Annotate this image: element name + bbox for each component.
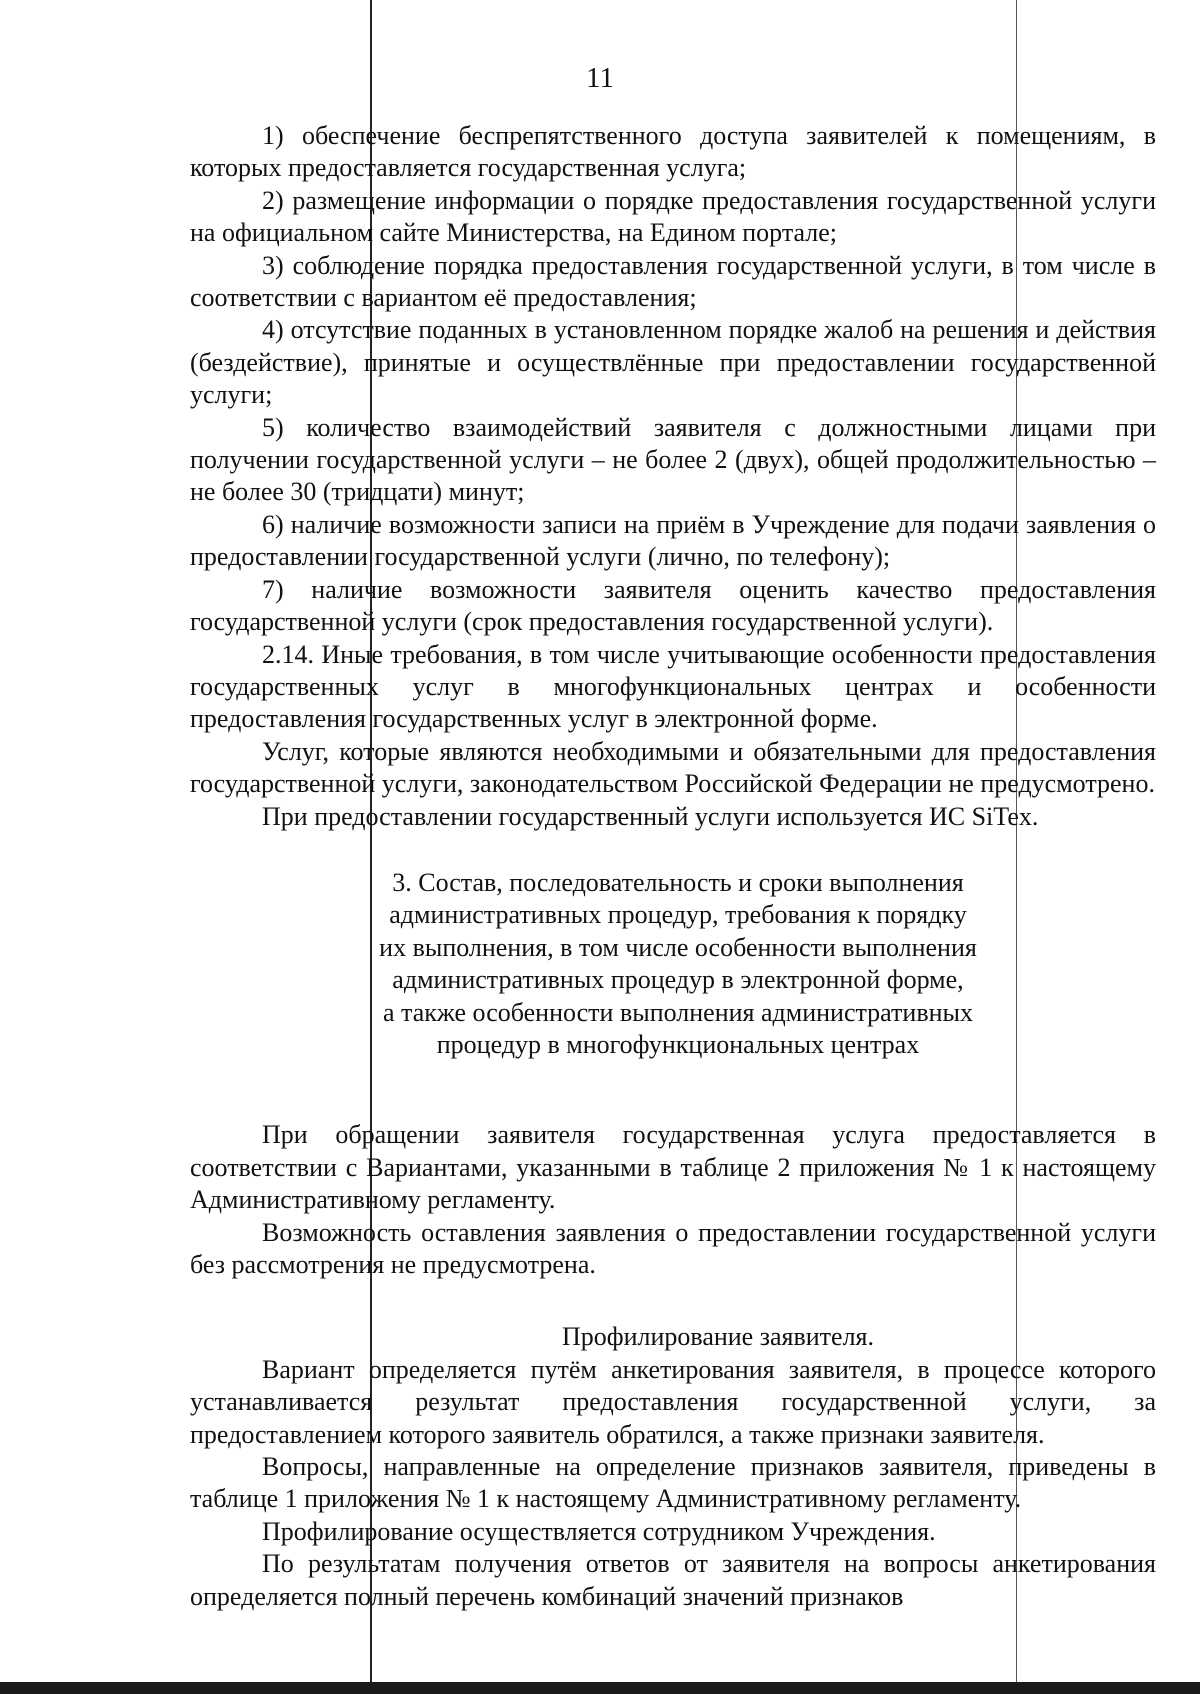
paragraph: 1) обеспечение беспрепятственного доступа заявителей к помещениям, в которых предоставляется государственная услуга;	[190, 121, 1156, 183]
section-heading-line: процедур в многофункциональных центрах	[436, 1029, 920, 1059]
paragraph: По результатам получения ответов от заявителя на вопросы анкетирования определяется полный перечень комбинаций значений признаков	[190, 1549, 1156, 1611]
paragraph: Профилирование осуществляется сотрудником Учреждения.	[262, 1516, 936, 1546]
paragraph: Вариант определяется путём анкетирования заявителя, в процессе которого устанавливается результат предоставления государственной услуги, за предоставлением которого заявитель обратился, а также признаки заявителя.	[190, 1354, 1156, 1449]
paragraph: 3) соблюдение порядка предоставления государственной услуги, в том числе в соответствии с вариантом её предоставления;	[190, 250, 1156, 313]
paragraph: Вопросы, направленные на определение признаков заявителя, приведены в таблице 1 приложения № 1 к настоящему Административному регламенту.	[190, 1452, 1156, 1514]
section-heading-line: их выполнения, в том числе особенности выполнения	[379, 932, 977, 962]
paragraph: 5) количество взаимодействий заявителя с должностными лицами при получении государственной услуги – не более 2 (двух), общей продолжительностью – не более 30 (тридцати) минут;	[190, 412, 1156, 507]
paragraph: 2) размещение информации о порядке предоставления государственной услуги на официальном сайте Министерства, на Едином портале;	[190, 185, 1156, 248]
subheading: Профилирование заявителя.	[561, 1322, 875, 1352]
document-body	[190, 120, 1156, 1613]
page-number: 11	[586, 62, 614, 94]
paragraph: 2.14. Иные требования, в том числе учитывающие особенности предоставления государственных услуг в многофункциональных центрах и особенности предоставления государственных услуг в электронной форме.	[190, 639, 1156, 734]
paragraph: 6) наличие возможности записи на приём в Учреждение для подачи заявления о предоставлении государственной услуги (лично, по телефону);	[190, 509, 1156, 572]
section-heading-line: а также особенности выполнения административных	[383, 997, 973, 1027]
section-heading-line: административных процедур в электронной форме,	[392, 965, 964, 995]
section-heading-line: 3. Состав, последовательность и сроки выполнения	[392, 867, 964, 897]
section-heading-line: административных процедур, требования к порядку	[389, 900, 967, 930]
section-heading	[190, 867, 1156, 1061]
paragraph: Возможность оставления заявления о предоставлении государственной услуги без рассмотрения не предусмотрена.	[190, 1217, 1156, 1279]
paragraph: 7) наличие возможности заявителя оценить качество предоставления государственной услуги (срок предоставления государственной услуги).	[190, 574, 1156, 637]
paragraph: 4) отсутствие поданных в установленном порядке жалоб на решения и действия (бездействие), принятые и осуществлённые при предоставлении государственной услуги;	[190, 315, 1156, 410]
paragraph: При предоставлении государственный услуги используется ИС SiTex.	[262, 801, 1039, 831]
paragraph: Услуг, которые являются необходимыми и обязательными для предоставления государственной услуги, законодательством Российской Федерации не предусмотрено.	[190, 736, 1156, 799]
paragraph: При обращении заявителя государственная услуга предоставляется в соответствии с Вариантами, указанными в таблице 2 приложения № 1 к настоящему Административному регламенту.	[190, 1120, 1156, 1215]
scan-bottom-edge	[0, 1682, 1200, 1694]
